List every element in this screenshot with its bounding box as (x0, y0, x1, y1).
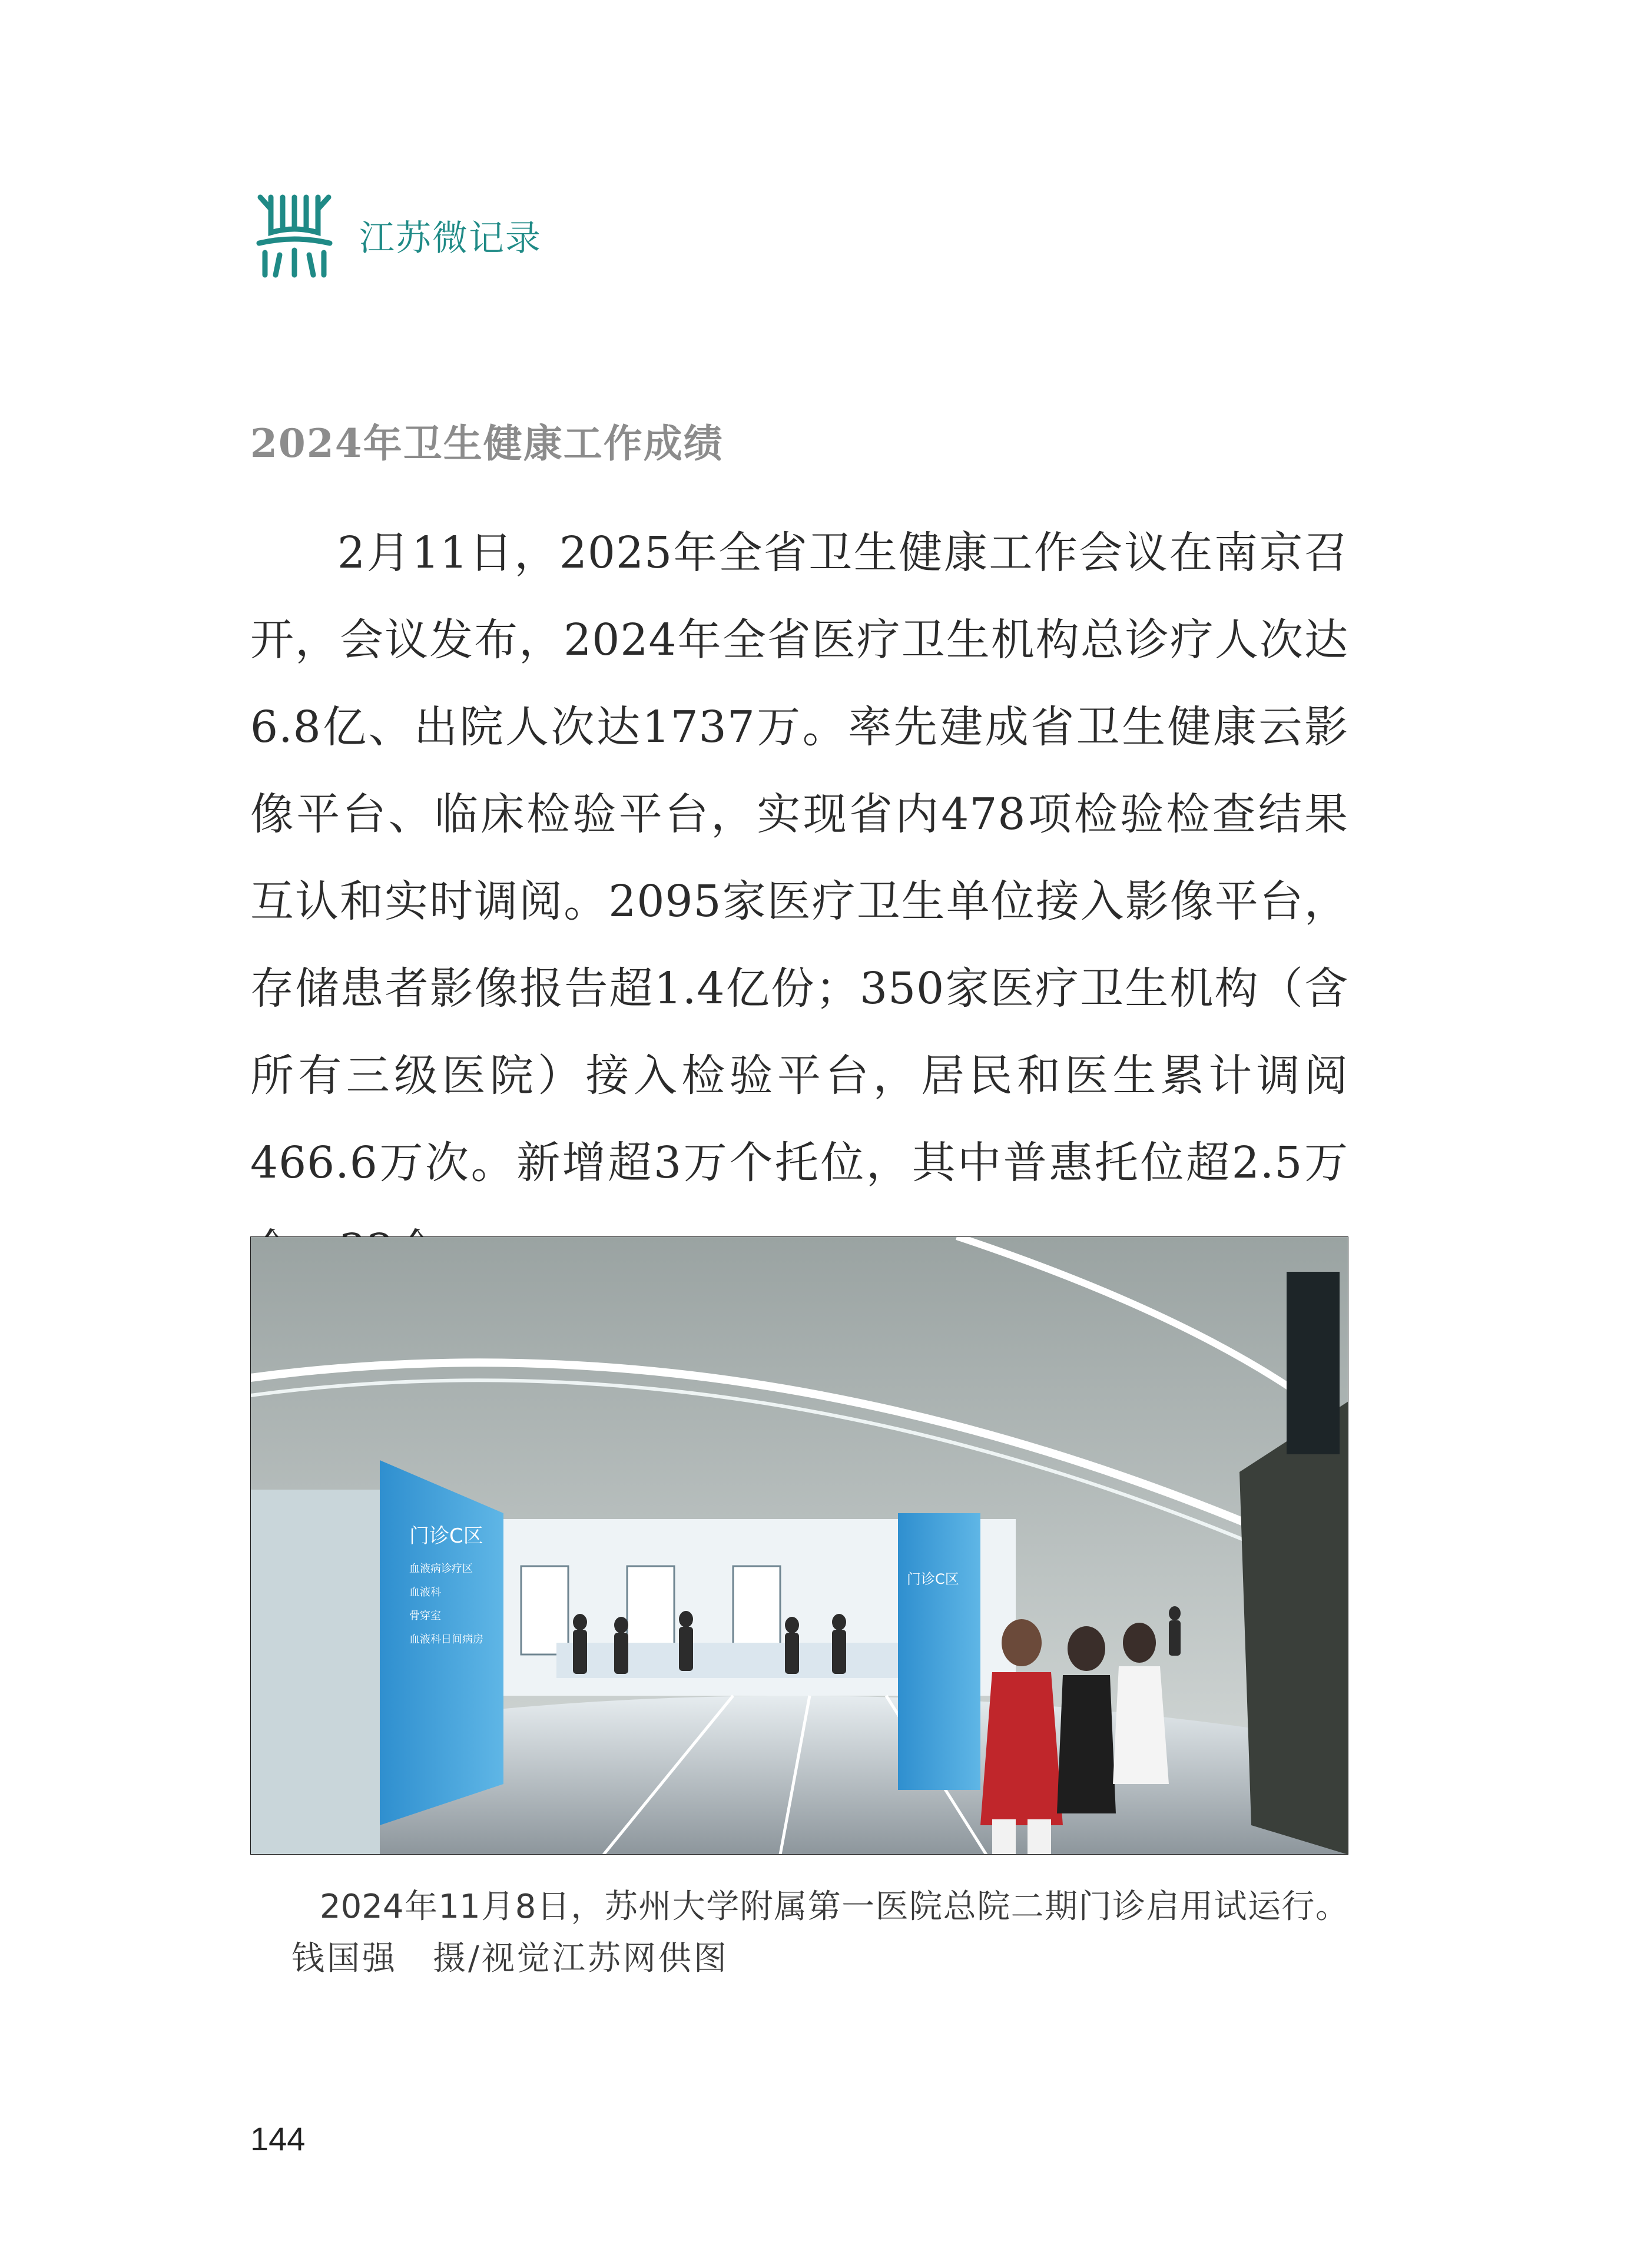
page-header (253, 188, 542, 283)
sign-item: 血液科 (409, 1586, 441, 1599)
caption-text: 2024年11月8日，苏州大学附属第一医院总院二期门诊启用试运行。 (320, 1888, 1348, 1926)
brand-title: 江苏微记录 (359, 218, 542, 259)
section-title: 2024年卫生健康工作成绩 (250, 420, 724, 466)
photo-caption (250, 1881, 1348, 1985)
sign-right-title: 门诊C区 (907, 1571, 959, 1587)
sign-item: 骨穿室 (409, 1610, 441, 1622)
sign-item: 血液病诊疗区 (409, 1563, 473, 1575)
hospital-photo (250, 1236, 1348, 1855)
body-paragraph: 2月11日，2025年全省卫生健康工作会议在南京召开，会议发布，2024年全省医疗卫生机构总诊疗人次达6.8亿、出院人次达1737万。率先建成省卫生健康云影像平台、临床检验平台，实现省内478项检验检查结果互认和实时调阅。2095家医疗卫生单位接入影像平台，存储患者影像报告超1.4亿份；350家医疗卫生机构（含所有三级医院）接入检验平台，居民和医生累计调阅466.6万次。新增超3万个托位，其中普惠托位超2.5万 (250, 528, 1348, 1188)
jiangsu-logo-icon (253, 191, 336, 280)
sign-left-title: 门诊C区 (409, 1524, 483, 1548)
photo-credit: 钱国强 摄/视觉江苏网供图 (291, 1939, 729, 1978)
sign-item: 血液科日间病房 (409, 1633, 483, 1646)
page-number: 144 (250, 2120, 306, 2157)
